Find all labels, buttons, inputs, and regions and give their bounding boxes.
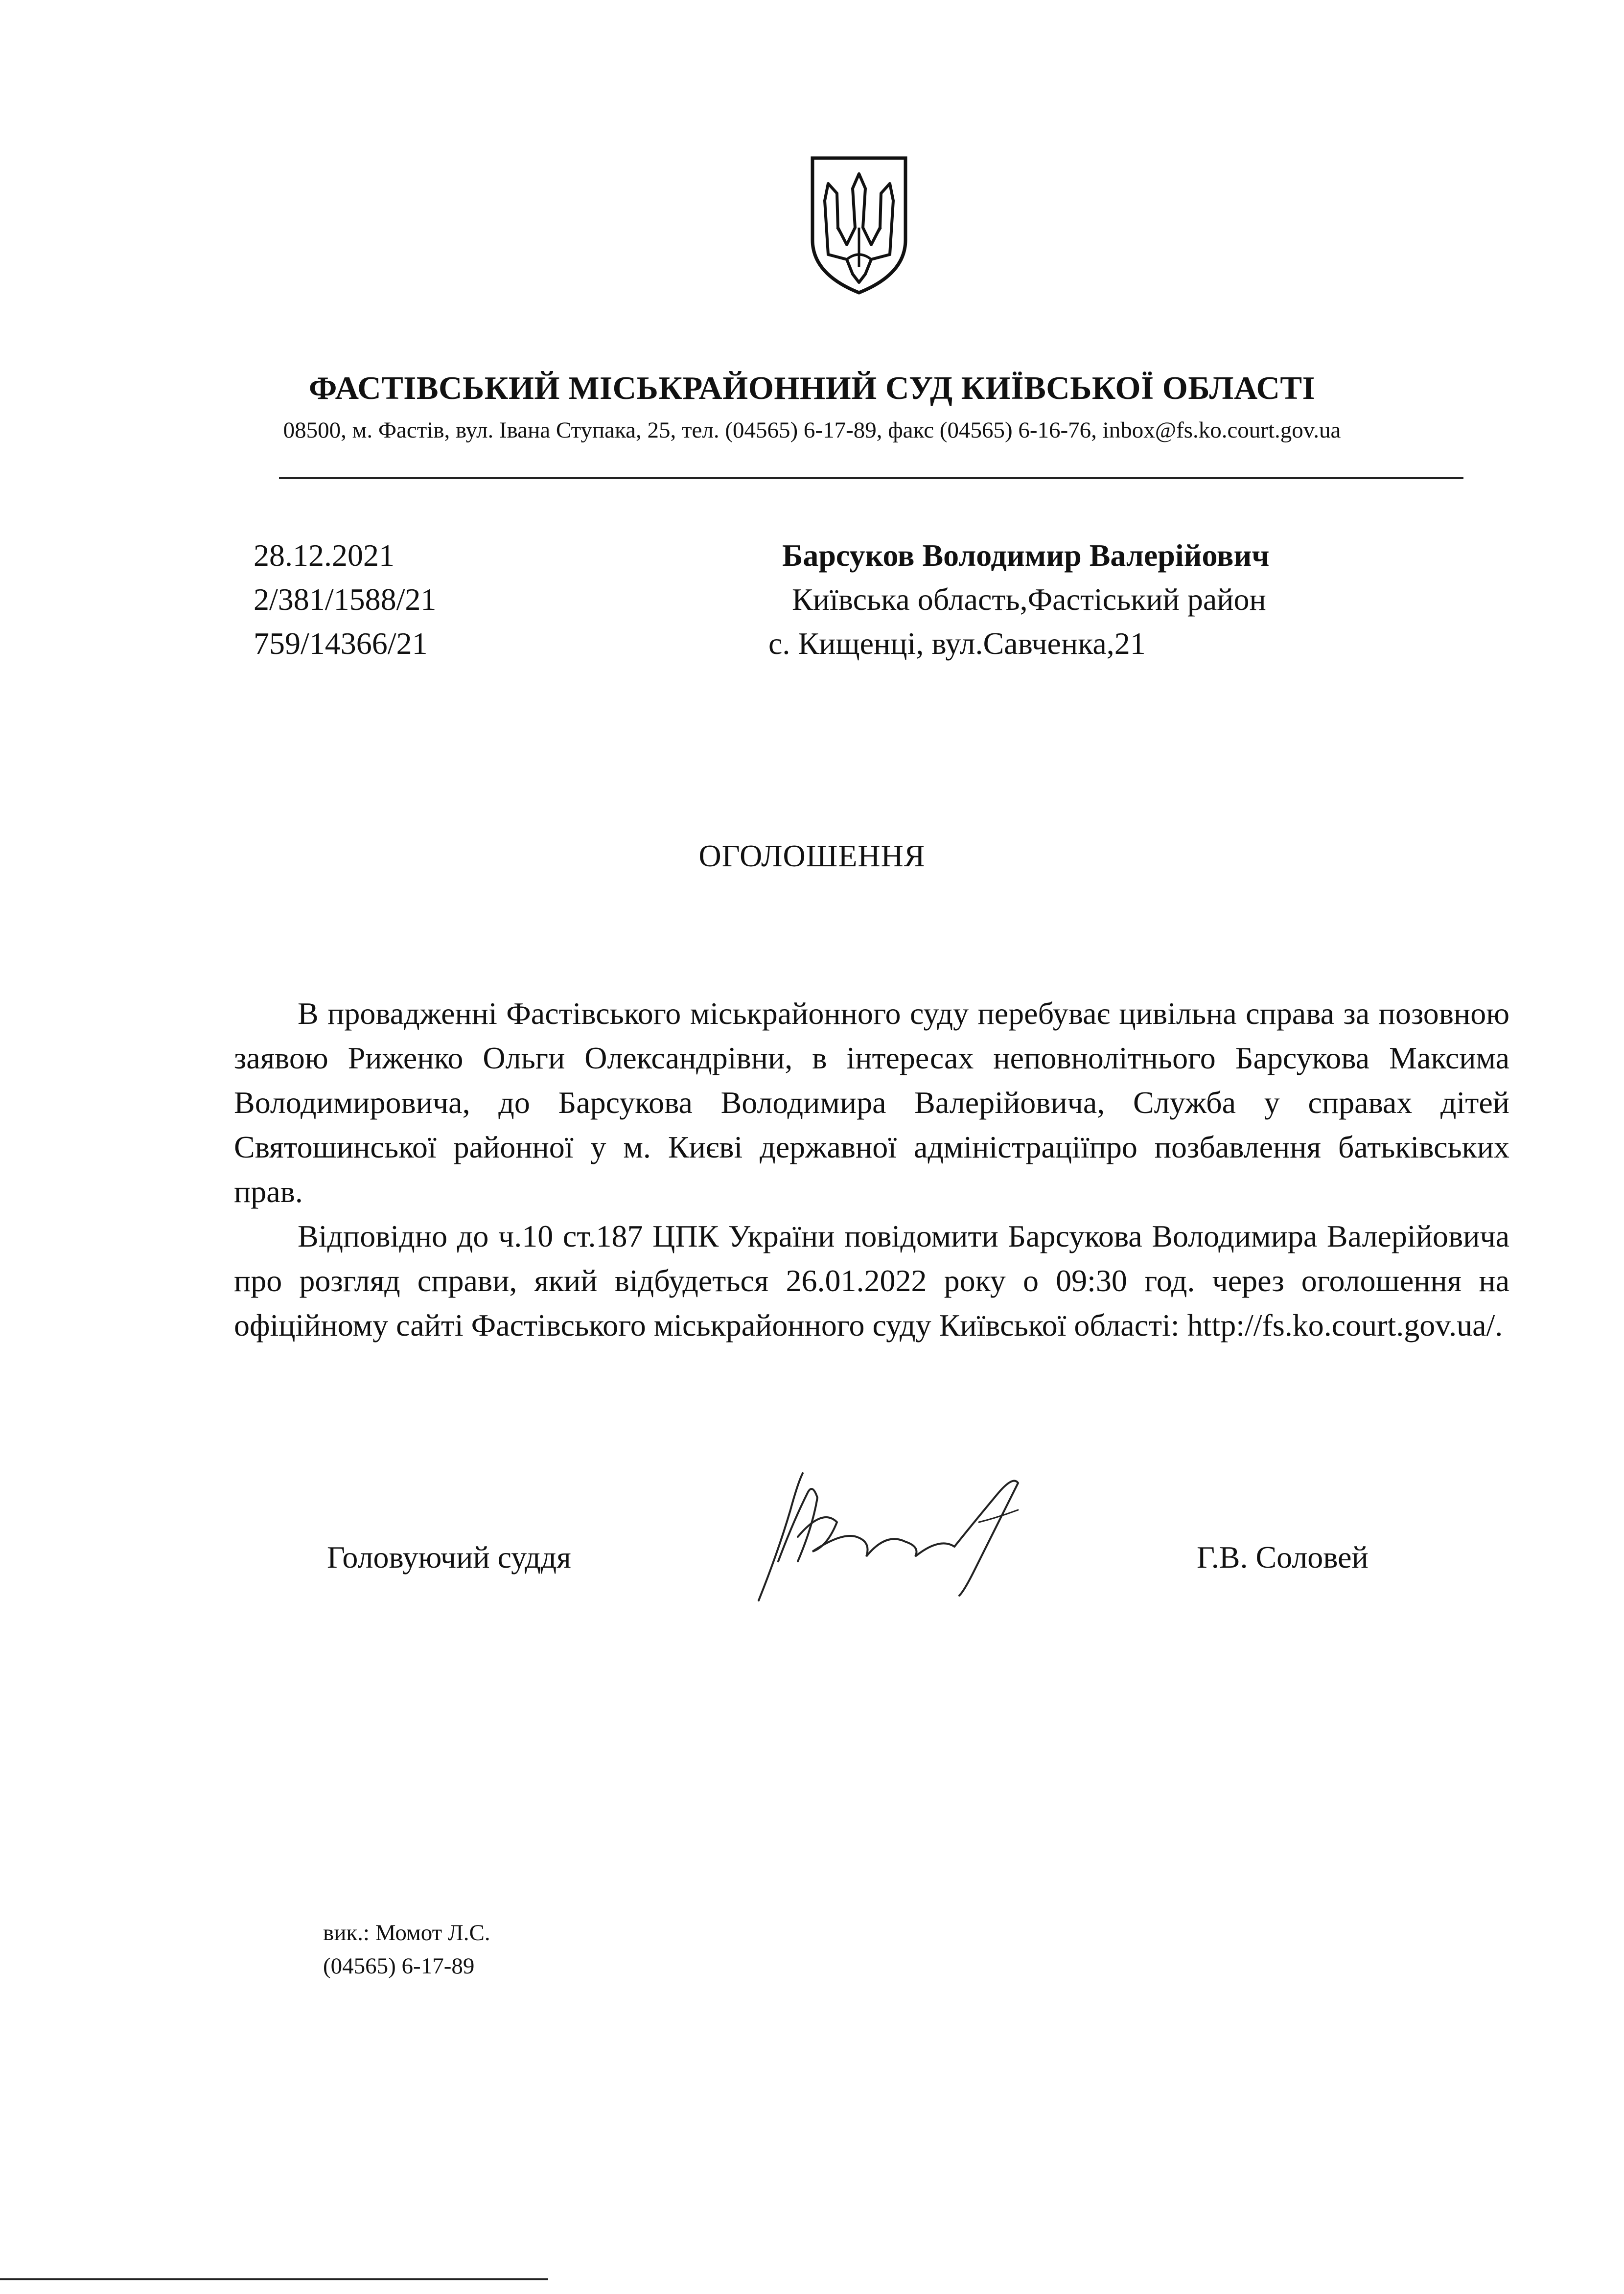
- announcement-body: [234, 991, 1509, 1347]
- judge-name: Г.В. Соловей: [1197, 1540, 1369, 1575]
- outgoing-number: 2/381/1588/21: [254, 582, 437, 617]
- signer-role: Головуючий суддя: [327, 1540, 571, 1575]
- header-divider: [279, 477, 1463, 479]
- executor-block: [323, 1916, 490, 1983]
- recipient-name: Барсуков Володимир Валерійович: [782, 538, 1270, 573]
- footer-divider: [0, 2278, 548, 2280]
- document-meta: [254, 533, 436, 666]
- executor-phone: (04565) 6-17-89: [323, 1953, 475, 1979]
- trident-emblem-icon: [808, 154, 910, 296]
- case-number: 759/14366/21: [254, 626, 428, 661]
- document-date: 28.12.2021: [254, 538, 394, 573]
- handwritten-signature-icon: [744, 1463, 1047, 1610]
- court-name: ФАСТІВСЬКИЙ МІСЬКРАЙОННИЙ СУД КИЇВСЬКОЇ ОБЛАСТІ: [308, 370, 1316, 406]
- court-address: 08500, м. Фастів, вул. Івана Ступака, 25, тел. (04565) 6-17-89, факс (04565) 6-16-76, inbox@fs.ko.court.gov.ua: [283, 417, 1341, 443]
- recipient-address-line1: Київська область,Фастіський район: [792, 582, 1266, 617]
- announcement-paragraph-1: В провадженні Фастівського міськрайонного суду перебуває цивільна справа за позовною заявою Риженко Ольги Олександрівни, в інтересах неповнолітнього Барсукова Максима Володимировича, до Барсукова Володимира Валерійовича, Служба у справах дітей Святошинської районної у м. Києві державної адміністраціїпро позбавлення батьківських прав.: [234, 996, 1509, 1209]
- executor-name: вик.: Момот Л.С.: [323, 1920, 490, 1946]
- recipient-block: [768, 533, 1269, 666]
- announcement-title: ОГОЛОШЕННЯ: [698, 838, 926, 873]
- recipient-address-line2: с. Кищенці, вул.Савченка,21: [768, 626, 1146, 661]
- announcement-paragraph-2: Відповідно до ч.10 ст.187 ЦПК України повідомити Барсукова Володимира Валерійовича про розгляд справи, який відбудеться 26.01.2022 року о 09:30 год. через оголошення на офіційному сайті Фастівського міськрайонного суду Київської області: http://fs.ko.court.gov.ua/.: [234, 1219, 1509, 1343]
